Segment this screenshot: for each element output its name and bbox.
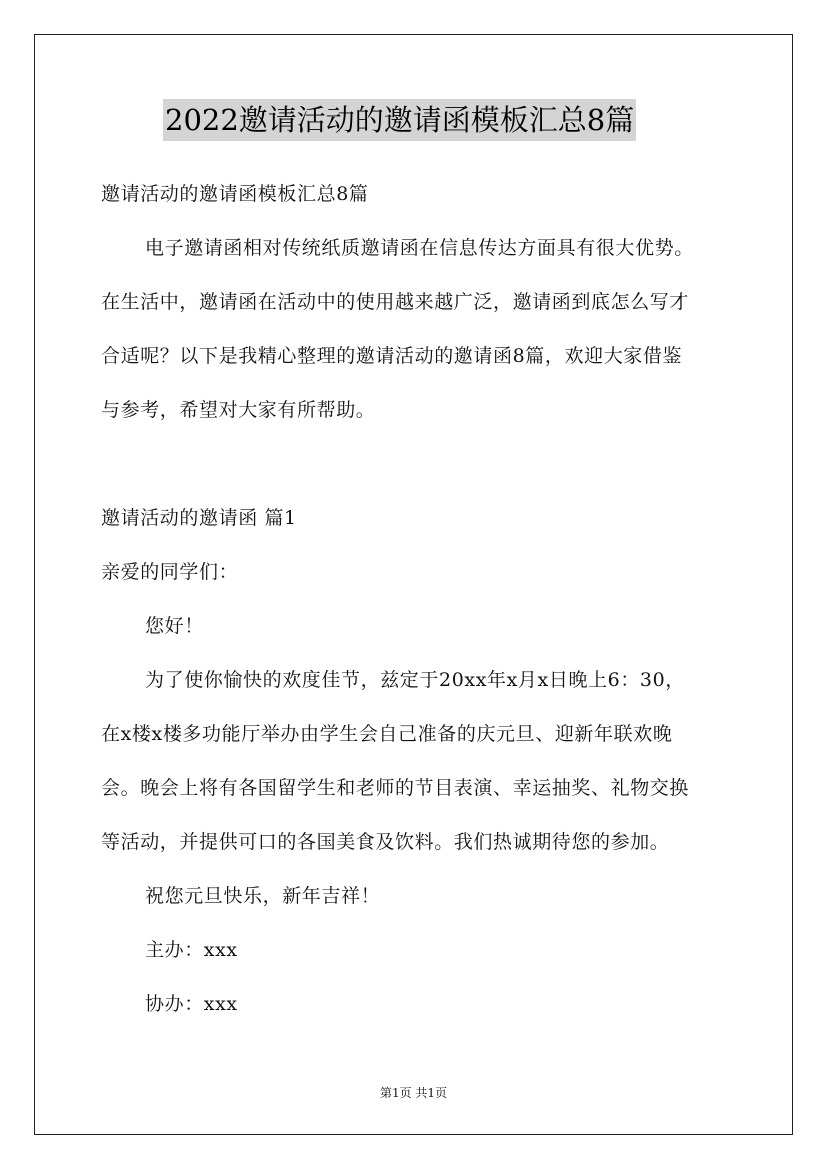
body-line: 在x楼x楼多功能厅举办由学生会自己准备的庆元旦、迎新年联欢晚 [101, 723, 673, 745]
document-subtitle: 邀请活动的邀请函模板汇总8篇 [101, 183, 369, 205]
wishes: 祝您元旦快乐，新年吉祥！ [145, 885, 381, 907]
document-title: 2022邀请活动的邀请函模板汇总8篇 [163, 99, 636, 141]
intro-line: 电子邀请函相对传统纸质邀请函在信息传达方面具有很大优势。 [145, 237, 694, 259]
intro-line: 合适呢？以下是我精心整理的邀请活动的邀请函8篇，欢迎大家借鉴 [101, 345, 683, 367]
greeting: 您好！ [145, 615, 204, 637]
section-heading: 邀请活动的邀请函 篇1 [101, 507, 297, 529]
intro-line: 与参考，希望对大家有所帮助。 [101, 399, 376, 421]
page-footer: 第1页 共1页 [379, 1086, 448, 1100]
intro-line: 在生活中，邀请函在活动中的使用越来越广泛，邀请函到底怎么写才 [101, 291, 690, 313]
salutation: 亲爱的同学们： [101, 561, 239, 583]
body-line: 等活动，并提供可口的各国美食及饮料。我们热诚期待您的参加。 [101, 831, 670, 853]
body-line: 为了使你愉快的欢度佳节，兹定于20xx年x月x日晚上6：30， [145, 669, 685, 691]
body-line: 会。晚会上将有各国留学生和老师的节目表演、幸运抽奖、礼物交换 [101, 777, 690, 799]
co-organizer: 协办：xxx [145, 993, 238, 1015]
organizer: 主办：xxx [145, 939, 238, 961]
